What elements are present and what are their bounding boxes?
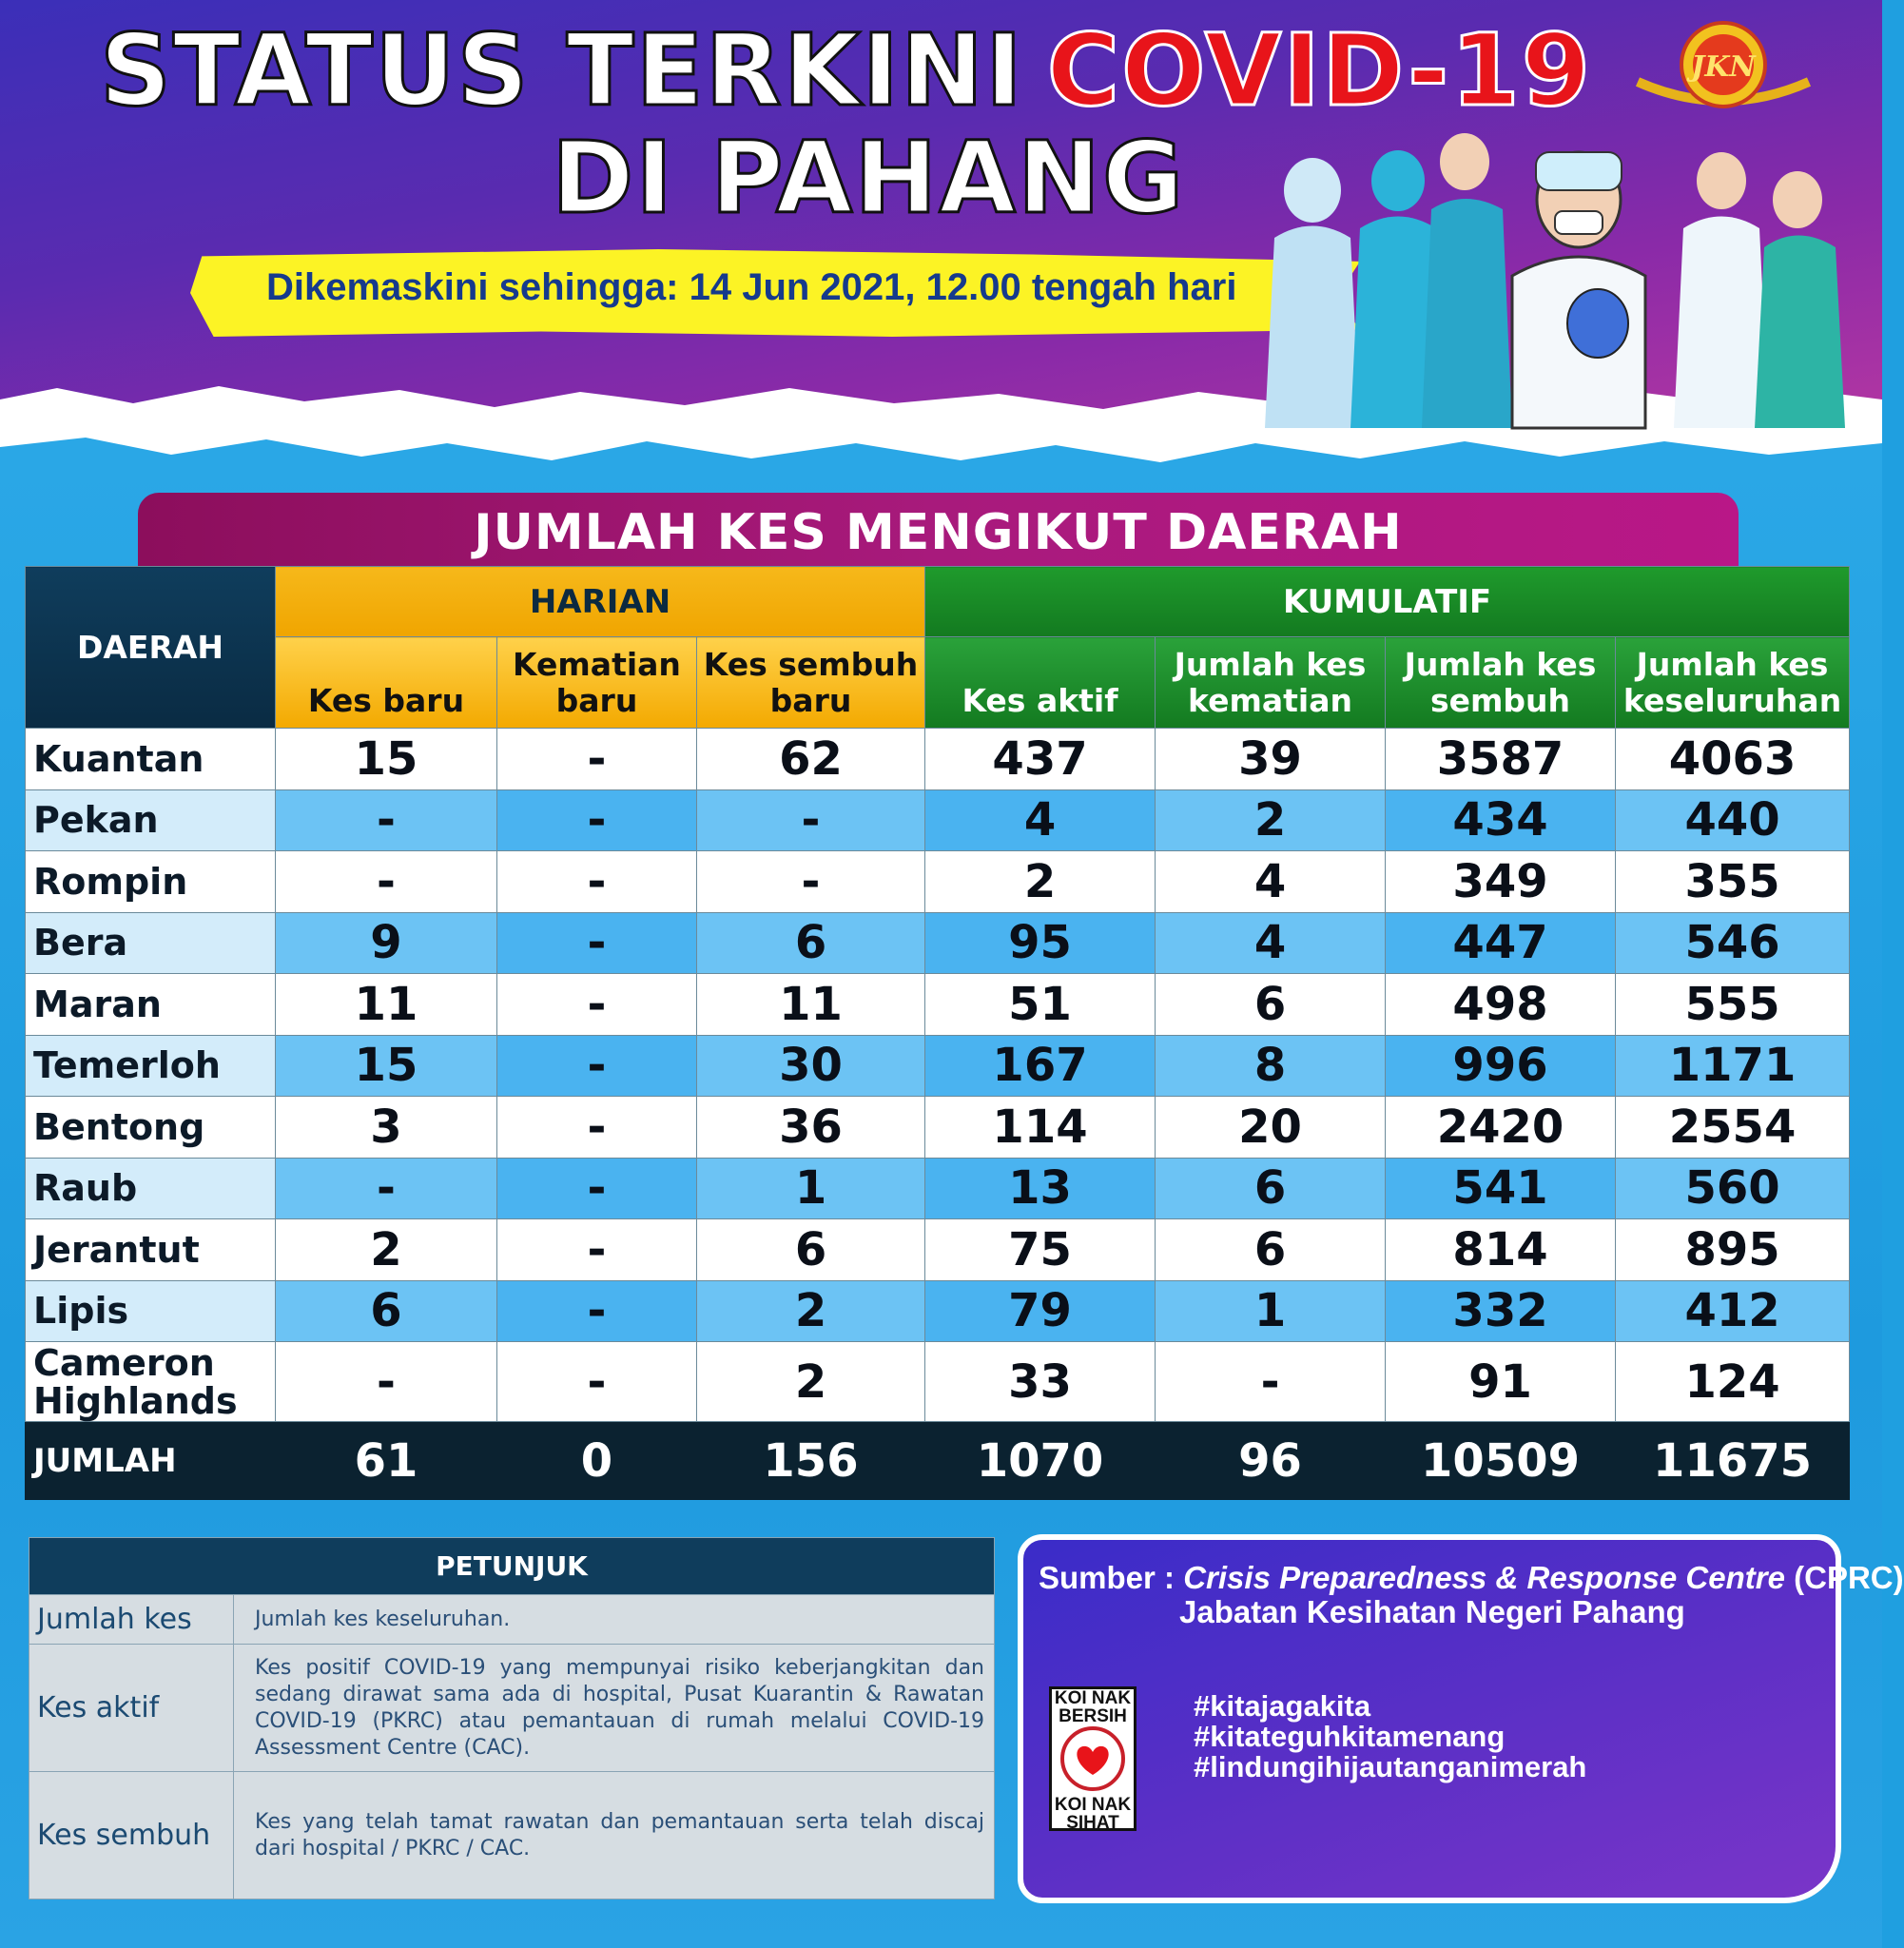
table-title: JUMLAH KES MENGIKUT DAERAH: [474, 504, 1403, 561]
cell-sembuh-baru: 6: [697, 1219, 925, 1281]
cell-aktif: 75: [925, 1219, 1156, 1281]
source-org-abbr: (CPRC): [1794, 1560, 1904, 1595]
koi-top-text-1: KOI NAK: [1054, 1688, 1132, 1708]
total-sembuh: 10509: [1386, 1422, 1616, 1500]
cell-kematian: 4: [1156, 912, 1386, 974]
col-kes-sembuh-baru: Kes sembuh baru: [697, 637, 925, 729]
worker-doctor-icon: [1674, 152, 1769, 428]
cell-keseluruhan: 1171: [1616, 1035, 1850, 1097]
cell-aktif: 95: [925, 912, 1156, 974]
legend-desc: Jumlah kes keseluruhan.: [234, 1595, 995, 1645]
cell-kematian: 6: [1156, 974, 1386, 1036]
cell-sembuh-baru: 30: [697, 1035, 925, 1097]
col-daerah: DAERAH: [26, 567, 276, 729]
group-harian: HARIAN: [276, 567, 925, 637]
cell-kematian-baru: -: [497, 1219, 697, 1281]
heart-hands-icon: [1052, 1725, 1134, 1792]
cell-sembuh-baru: 1: [697, 1158, 925, 1219]
total-sembuh-baru: 156: [697, 1422, 925, 1500]
source-line2: Jabatan Kesihatan Negeri Pahang: [1179, 1594, 1685, 1629]
cell-kes-baru: -: [276, 851, 497, 913]
col-kes-baru: Kes baru: [276, 637, 497, 729]
title-status-terkini: STATUS TERKINI: [100, 12, 1024, 128]
cell-sembuh-baru: 6: [697, 912, 925, 974]
cell-sembuh-baru: 36: [697, 1097, 925, 1159]
total-label: JUMLAH: [26, 1422, 276, 1500]
cell-kematian: 6: [1156, 1219, 1386, 1281]
koi-bottom-text-1: KOI NAK: [1054, 1795, 1132, 1815]
source-label: Sumber :: [1039, 1560, 1175, 1595]
cell-kematian-baru: -: [497, 789, 697, 851]
cell-sembuh-baru: 2: [697, 1280, 925, 1342]
col-jumlah-kematian: Jumlah kes kematian: [1156, 637, 1386, 729]
cell-keseluruhan: 355: [1616, 851, 1850, 913]
cell-aktif: 167: [925, 1035, 1156, 1097]
legend-term: Jumlah kes: [29, 1595, 234, 1645]
col-kes-aktif: Kes aktif: [925, 637, 1156, 729]
table-row: [26, 1280, 1850, 1342]
group-kumulatif: KUMULATIF: [925, 567, 1850, 637]
cell-keseluruhan: 2554: [1616, 1097, 1850, 1159]
cell-aktif: 437: [925, 729, 1156, 790]
hashtag: #lindungihijautanganimerah: [1194, 1750, 1587, 1783]
cell-keseluruhan: 555: [1616, 974, 1850, 1036]
legend-row: [29, 1595, 995, 1645]
legend-row: [29, 1645, 995, 1772]
cell-aktif: 2: [925, 851, 1156, 913]
hashtag-list: [1194, 1691, 1586, 1782]
hashtag: #kitajagakita: [1194, 1689, 1371, 1723]
district-name: Bera: [26, 912, 276, 974]
table-group-header: [26, 567, 1850, 637]
district-name: Raub: [26, 1158, 276, 1219]
cell-kes-baru: 3: [276, 1097, 497, 1159]
cell-kematian-baru: -: [497, 1097, 697, 1159]
cell-sembuh: 91: [1386, 1342, 1616, 1422]
table-row: [26, 1219, 1850, 1281]
worker-front-icon: [1512, 152, 1645, 428]
cell-keseluruhan: 124: [1616, 1342, 1850, 1422]
table-row: [26, 1097, 1850, 1159]
worker-green-icon: [1755, 171, 1845, 428]
legend-term: Kes sembuh: [29, 1772, 234, 1899]
cell-sembuh: 434: [1386, 789, 1616, 851]
cell-kes-baru: 2: [276, 1219, 497, 1281]
cell-sembuh-baru: 11: [697, 974, 925, 1036]
cell-keseluruhan: 560: [1616, 1158, 1850, 1219]
legend-row: [29, 1772, 995, 1899]
total-kematian: 96: [1156, 1422, 1386, 1500]
hashtag: #kitateguhkitamenang: [1194, 1720, 1506, 1753]
cell-kematian: -: [1156, 1342, 1386, 1422]
cell-sembuh-baru: 62: [697, 729, 925, 790]
cell-kes-baru: 6: [276, 1280, 497, 1342]
table-row: [26, 1035, 1850, 1097]
cell-kematian: 6: [1156, 1158, 1386, 1219]
cell-sembuh: 332: [1386, 1280, 1616, 1342]
col-jumlah-sembuh: Jumlah kes sembuh: [1386, 637, 1616, 729]
cell-keseluruhan: 895: [1616, 1219, 1850, 1281]
table-total-row: [26, 1422, 1850, 1500]
cell-aktif: 33: [925, 1342, 1156, 1422]
cell-sembuh: 996: [1386, 1035, 1616, 1097]
legend-term: Kes aktif: [29, 1645, 234, 1772]
cell-keseluruhan: 546: [1616, 912, 1850, 974]
cell-kematian-baru: -: [497, 1342, 697, 1422]
table-row: [26, 974, 1850, 1036]
cell-kematian: 4: [1156, 851, 1386, 913]
koi-bottom-text-2: SIHAT: [1066, 1813, 1119, 1833]
cell-sembuh: 814: [1386, 1219, 1616, 1281]
cell-sembuh-baru: -: [697, 789, 925, 851]
cell-aktif: 79: [925, 1280, 1156, 1342]
worker-left-icon: [1265, 158, 1360, 428]
cell-kes-baru: -: [276, 1158, 497, 1219]
district-name: Rompin: [26, 851, 276, 913]
district-name: Bentong: [26, 1097, 276, 1159]
table-row: [26, 729, 1850, 790]
cell-kes-baru: 15: [276, 729, 497, 790]
total-aktif: 1070: [925, 1422, 1156, 1500]
cell-kes-baru: -: [276, 789, 497, 851]
cell-kes-baru: 15: [276, 1035, 497, 1097]
koi-nak-badge: [1049, 1686, 1137, 1831]
district-name: Maran: [26, 974, 276, 1036]
jkn-logo-text: JKN: [1691, 50, 1756, 84]
worker-teal-icon: [1422, 133, 1512, 428]
cell-sembuh: 2420: [1386, 1097, 1616, 1159]
cell-sembuh-baru: -: [697, 851, 925, 913]
cell-sembuh: 3587: [1386, 729, 1616, 790]
cell-keseluruhan: 412: [1616, 1280, 1850, 1342]
cell-kes-baru: 9: [276, 912, 497, 974]
cell-kematian: 2: [1156, 789, 1386, 851]
district-name: Kuantan: [26, 729, 276, 790]
cell-sembuh: 498: [1386, 974, 1616, 1036]
total-kematian-baru: 0: [497, 1422, 697, 1500]
table-row: [26, 1158, 1850, 1219]
legend-desc: Kes positif COVID-19 yang mempunyai risiko keberjangkitan dan sedang dirawat sama ada di hospital, Pusat Kuarantin & Rawatan COVID-19 (PKRC) atau pemantauan di rumah melalui COVID-19 Assessment Centre (CAC).: [234, 1645, 995, 1772]
cell-kematian-baru: -: [497, 729, 697, 790]
col-kematian-baru: Kematian baru: [497, 637, 697, 729]
legend-desc: Kes yang telah tamat rawatan dan pemantauan serta telah discaj dari hospital / PKRC / CAC.: [234, 1772, 995, 1899]
cell-kematian-baru: -: [497, 851, 697, 913]
cell-sembuh: 349: [1386, 851, 1616, 913]
district-cases-table: [25, 566, 1850, 1500]
district-name: Jerantut: [26, 1219, 276, 1281]
cell-aktif: 13: [925, 1158, 1156, 1219]
main-title-line2: DI PAHANG: [552, 120, 1186, 236]
table-row: [26, 789, 1850, 851]
district-name: Temerloh: [26, 1035, 276, 1097]
cell-kematian: 20: [1156, 1097, 1386, 1159]
title-covid19: COVID-19: [1046, 12, 1593, 128]
cell-kematian-baru: -: [497, 1280, 697, 1342]
cell-kematian-baru: -: [497, 1035, 697, 1097]
table-row: [26, 1342, 1850, 1422]
legend-title: PETUNJUK: [29, 1538, 995, 1595]
cell-kematian: 8: [1156, 1035, 1386, 1097]
main-title-line1: [100, 12, 1593, 128]
cell-kes-baru: -: [276, 1342, 497, 1422]
legend-table: [29, 1537, 995, 1899]
district-name: Pekan: [26, 789, 276, 851]
cell-kematian-baru: -: [497, 1158, 697, 1219]
cell-kematian-baru: -: [497, 912, 697, 974]
district-name: Lipis: [26, 1280, 276, 1342]
table-column-header: [26, 637, 1850, 729]
cell-kematian: 39: [1156, 729, 1386, 790]
cell-aktif: 51: [925, 974, 1156, 1036]
total-kes-baru: 61: [276, 1422, 497, 1500]
cell-sembuh-baru: 2: [697, 1342, 925, 1422]
koi-top-text-2: BERSIH: [1059, 1706, 1127, 1726]
jkn-logo: [1628, 15, 1818, 120]
healthcare-workers-illustration: [1227, 124, 1855, 428]
source-line1: [1039, 1560, 1904, 1596]
cell-kes-baru: 11: [276, 974, 497, 1036]
cell-keseluruhan: 4063: [1616, 729, 1850, 790]
cell-aktif: 4: [925, 789, 1156, 851]
cell-sembuh: 447: [1386, 912, 1616, 974]
table-row: [26, 912, 1850, 974]
cell-kematian: 1: [1156, 1280, 1386, 1342]
cell-kematian-baru: -: [497, 974, 697, 1036]
source-org: Crisis Preparedness & Response Centre: [1183, 1560, 1785, 1595]
update-timestamp: Dikemaskini sehingga: 14 Jun 2021, 12.00 tengah hari: [266, 266, 1237, 308]
total-keseluruhan: 11675: [1616, 1422, 1850, 1500]
table-row: [26, 851, 1850, 913]
col-jumlah-keseluruhan: Jumlah kes keseluruhan: [1616, 637, 1850, 729]
cell-sembuh: 541: [1386, 1158, 1616, 1219]
district-name: Cameron Highlands: [26, 1342, 276, 1422]
cell-keseluruhan: 440: [1616, 789, 1850, 851]
cell-aktif: 114: [925, 1097, 1156, 1159]
